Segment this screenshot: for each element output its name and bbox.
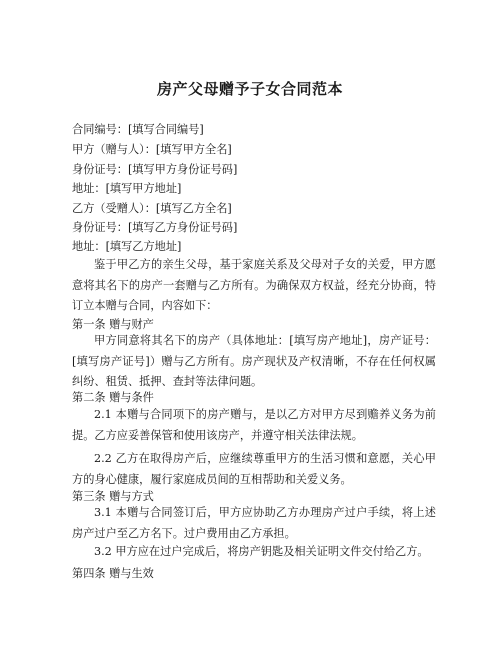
party-b-address-field: 地址：[填写乙方地址] xyxy=(72,240,182,253)
article-2-item-2: 2.2 乙方在取得房产后，应继续尊重甲方的生活习惯和意愿，关心甲方的身心健康，履行家庭成员间的互相帮助和关爱义务。 xyxy=(72,452,436,486)
party-b-name-field: 乙方（受赠人）：[填写乙方全名] xyxy=(72,202,232,215)
party-a-address-field: 地址：[填写甲方地址] xyxy=(72,182,182,195)
article-1-body: 甲方同意将其名下的房产（具体地址：[填写房产地址]，房产证号：[填写房产证号]）赠与乙方所有。房产现状及产权清晰，不存在任何权属纠纷、租赁、抵押、查封等法律问题。 xyxy=(72,334,436,389)
article-3-heading: 第三条 赠与方式 xyxy=(72,490,154,503)
party-a-name-field: 甲方（赠与人）：[填写甲方全名] xyxy=(72,143,232,156)
article-3-item-2: 3.2 甲方应在过户完成后，将房产钥匙及相关证明文件交付给乙方。 xyxy=(94,545,429,558)
article-3-item-1: 3.1 本赠与合同签订后，甲方应协助乙方办理房产过户手续，将上述房产过户至乙方名下。过户费用由乙方承担。 xyxy=(72,506,436,540)
party-b-id-field: 身份证号：[填写乙方身份证号码] xyxy=(72,221,238,234)
party-a-id-field: 身份证号：[填写甲方身份证号码] xyxy=(72,163,238,176)
article-2-heading: 第二条 赠与条件 xyxy=(72,391,154,404)
article-2-item-1: 2.1 本赠与合同项下的房产赠与，是以乙方对甲方尽到赡养义务为前提。乙方应妥善保管和使用该房产，并遵守相关法律法规。 xyxy=(72,408,436,442)
document-title: 房产父母赠予子女合同范本 xyxy=(156,80,343,98)
article-4-heading: 第四条 赠与生效 xyxy=(72,567,154,580)
article-1-heading: 第一条 赠与财产 xyxy=(72,318,154,331)
contract-number-field: 合同编号：[填写合同编号] xyxy=(72,123,204,136)
preamble-paragraph: 鉴于甲乙方的亲生父母，基于家庭关系及父母对子女的关爱，甲方愿意将其名下的房产一套赠与乙方所有。为确保双方权益，经充分协商，特订立本赠与合同，内容如下： xyxy=(72,258,436,313)
